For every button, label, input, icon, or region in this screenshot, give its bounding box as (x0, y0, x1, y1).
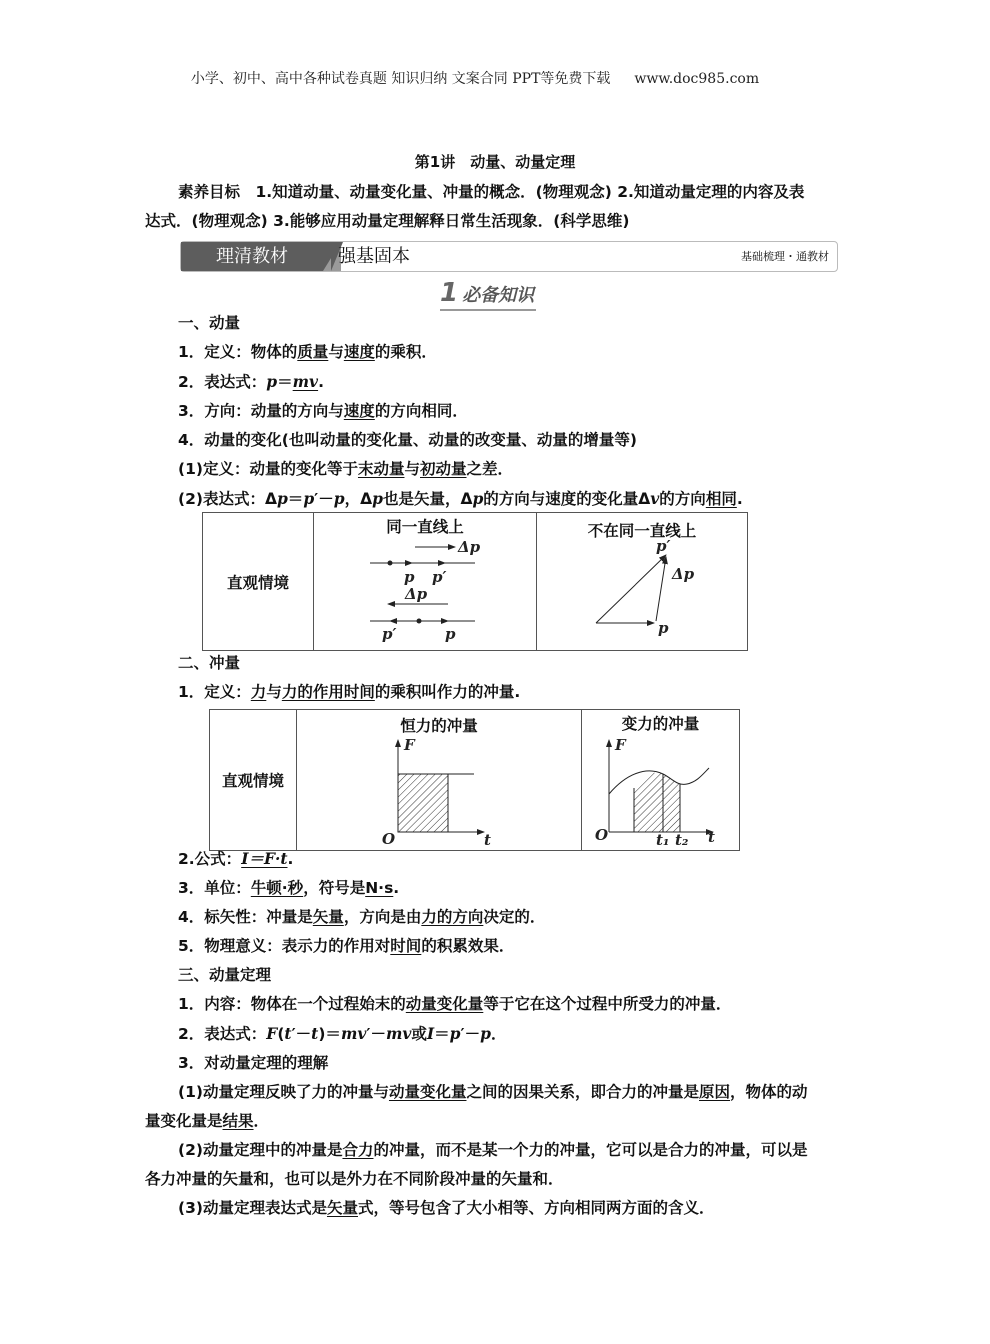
text-line (145, 1078, 809, 1136)
text-segment: (3)动量定理表达式是 (178, 1199, 327, 1217)
text-segment: . (393, 879, 400, 897)
section-banner (180, 241, 838, 272)
svg-text:t₁: t₁ (655, 831, 669, 849)
underlined-term: 初动量 (420, 460, 467, 478)
text-segment: 与 (266, 683, 282, 701)
svg-text:Δp: Δp (672, 565, 695, 583)
underlined-term: 合力 (342, 1141, 374, 1159)
variable-force-cell (582, 710, 740, 851)
text-segment: t (311, 1024, 319, 1043)
text-line (145, 397, 809, 426)
text-segment: 决定的． (483, 908, 546, 926)
text-segment: 4．标矢性：冲量是 (178, 908, 313, 926)
text-segment: )＝ (318, 1025, 341, 1043)
variable-force-graph (594, 734, 721, 849)
svg-text:p′: p′ (656, 537, 671, 555)
text-line (145, 426, 809, 455)
text-segment: mv (340, 1024, 367, 1043)
non-collinear-cell (537, 513, 748, 651)
svg-text:p: p (404, 568, 415, 586)
section-label: 必备知识 (462, 285, 535, 306)
text-segment: ＝ (434, 1025, 450, 1043)
underlined-term: 相同 (705, 490, 737, 508)
text-segment: ． (490, 1025, 507, 1043)
section-number: 1 (440, 278, 459, 308)
header-text: 小学、初中、高中各种试卷真题 知识归纳 文案合同 PPT等免费下载 (190, 71, 611, 87)
underlined-term: 速度 (343, 402, 375, 420)
text-segment: (2)动量定理中的冲量是 (178, 1141, 343, 1159)
text-segment: (2)表达式：Δ (178, 490, 277, 508)
text-line (145, 961, 809, 990)
impulse-theorem-section (145, 844, 809, 1223)
underlined-term: 牛顿·秒 (250, 879, 304, 897)
text-segment: 5．物理意义：表示力的作用对 (178, 937, 391, 955)
text-segment: p (480, 1024, 491, 1043)
text-line (145, 1049, 809, 1078)
underlined-term: 力 (250, 683, 267, 701)
svg-text:F: F (614, 736, 626, 754)
text-segment: 也是矢量，Δ (382, 490, 473, 508)
text-segment: ，符号是 (303, 879, 366, 897)
text-segment: 三、动量定理 (178, 966, 272, 984)
text-line (145, 455, 809, 484)
lesson-title: 第1讲 动量、动量定理 (414, 153, 576, 171)
text-segment: 1．定义： (178, 683, 251, 701)
col-heading: 恒力的冲量 (400, 717, 478, 735)
underlined-term: 质量 (297, 343, 329, 361)
constant-force-cell (297, 710, 582, 851)
col-heading: 不在同一直线上 (587, 522, 697, 540)
underlined-term: 时间 (390, 937, 422, 955)
text-line (145, 1019, 809, 1049)
svg-text:Δp: Δp (458, 538, 481, 556)
momentum-section (145, 309, 809, 514)
collinear-vector-diagram (370, 537, 480, 642)
text-segment: 2．表达式： (178, 1025, 267, 1043)
text-segment: v (650, 489, 660, 508)
underlined-term: 末动量 (357, 460, 405, 478)
svg-text:O: O (382, 830, 396, 848)
text-segment: mv (385, 1024, 412, 1043)
underlined-term: 矢量 (312, 908, 344, 926)
underlined-term: 力的方向 (421, 908, 484, 926)
text-segment: 的方向相同． (374, 402, 468, 420)
text-segment: 的积累效果． (421, 937, 515, 955)
text-segment: 的冲量，而不是某一个力的冲量，它可以是合力的冲量，可以是各力冲量的矢量和，也可以是外力在不同阶段冲量的矢量和． (145, 1141, 808, 1188)
text-segment: ，物体的动量变化量是 (145, 1083, 808, 1130)
text-segment: 3．对动量定理的理解 (178, 1054, 329, 1072)
text-segment: p (276, 489, 288, 508)
text-segment: . (318, 373, 324, 391)
text-line (145, 932, 809, 961)
text-line (145, 1136, 809, 1194)
text-segment: ＝ (287, 490, 304, 508)
text-line (145, 844, 809, 874)
underlined-term: N·s (365, 879, 394, 897)
text-segment: p (372, 489, 383, 508)
text-segment: ，Δ (344, 490, 373, 508)
text-segment: (1)定义：动量的变化等于 (178, 460, 358, 478)
text-line (145, 990, 809, 1019)
text-segment: I (426, 1024, 435, 1043)
text-segment: ，方向是由 (343, 908, 422, 926)
row-label: 直观情境 (203, 513, 314, 651)
text-segment: 与 (404, 460, 420, 478)
text-segment: p (449, 1024, 461, 1043)
text-line (145, 874, 809, 903)
col-heading: 变力的冲量 (621, 715, 700, 733)
text-segment: p (303, 489, 315, 508)
text-segment: 二、冲量 (178, 654, 241, 672)
triangle-vector-diagram (592, 537, 695, 637)
text-segment: . (736, 490, 743, 508)
collinear-cell (314, 513, 537, 651)
svg-text:p′: p′ (432, 568, 447, 586)
text-segment: 的方向 (659, 490, 706, 508)
text-segment: 4．动量的变化(也叫动量的变化量、动量的改变量、动量的增量等) (178, 431, 637, 449)
underlined-term: 矢量 (326, 1199, 358, 1217)
text-segment: p (333, 489, 345, 508)
banner-right: 基础梳理・通教材 (741, 250, 829, 263)
text-segment: 的乘积叫作力的冲量. (374, 683, 521, 701)
svg-text:p′: p′ (382, 625, 397, 643)
text-segment: . (287, 850, 294, 868)
text-segment: 或 (411, 1025, 427, 1043)
banner-left: 理清教材 (181, 242, 331, 271)
text-line (145, 484, 809, 514)
text-segment: ′－ (460, 1025, 481, 1043)
page-header (0, 68, 950, 88)
text-segment: 3．方向：动量的方向与 (178, 402, 344, 420)
underlined-term: 动量变化量 (405, 995, 484, 1013)
text-segment: 1．定义：物体的 (178, 343, 298, 361)
svg-text:p: p (658, 619, 669, 637)
underlined-term: mv (292, 372, 319, 391)
text-segment: F (266, 1024, 278, 1043)
underlined-term: 结果 (222, 1112, 254, 1130)
header-url[interactable]: www.doc985.com (634, 71, 760, 87)
underlined-term: 速度 (343, 343, 375, 361)
svg-text:p: p (445, 625, 456, 643)
text-segment: 的乘积． (374, 343, 437, 361)
svg-text:O: O (594, 826, 608, 844)
svg-text:t₂: t₂ (674, 831, 688, 849)
section-heading (440, 278, 536, 311)
text-line (145, 903, 809, 932)
text-line (145, 678, 809, 707)
constant-force-graph (374, 736, 504, 849)
text-segment: 1．内容：物体在一个过程始末的 (178, 995, 406, 1013)
text-segment: 式，等号包含了大小相等、方向相同两方面的含义． (357, 1199, 715, 1217)
text-line (145, 338, 809, 367)
text-segment: 2．表达式： (178, 373, 267, 391)
svg-text:t: t (707, 828, 715, 846)
text-segment: (1)动量定理反映了力的冲量与 (178, 1083, 389, 1101)
text-segment: ′－ (291, 1025, 312, 1043)
text-segment: ( (277, 1025, 285, 1043)
text-segment: 与 (328, 343, 344, 361)
underlined-term: 原因 (699, 1083, 731, 1101)
svg-text:t: t (484, 831, 491, 849)
text-segment: t (284, 1024, 292, 1043)
learning-goals: 素养目标 1.知道动量、动量变化量、冲量的概念．(物理观念) 2.知道动量定理的内容及表达式．(物理观念) 3.能够应用动量定理解释日常生活现象．(科学思维) (145, 183, 805, 230)
col-heading: 同一直线上 (386, 518, 464, 536)
svg-text:F: F (404, 736, 415, 754)
row-label: 直观情境 (210, 710, 297, 851)
svg-text:Δp: Δp (405, 585, 428, 603)
impulse-section (145, 649, 809, 707)
text-segment: 一、动量 (178, 314, 241, 332)
underlined-term: 力的作用时间 (281, 683, 375, 701)
text-segment: ′－ (314, 490, 334, 508)
text-segment: p (472, 489, 484, 508)
text-segment: p (266, 372, 278, 391)
momentum-change-table (202, 512, 748, 651)
impulse-table (209, 709, 740, 851)
text-line (145, 309, 809, 338)
text-segment: 等于它在这个过程中所受力的冲量． (483, 995, 732, 1013)
text-segment: 的方向与速度的变化量Δ (483, 490, 651, 508)
text-segment: 2.公式： (178, 850, 242, 868)
text-segment: ＝ (277, 373, 293, 391)
text-line (145, 367, 809, 397)
text-line (145, 1194, 809, 1223)
text-segment: ． (253, 1112, 270, 1130)
text-segment: ′－ (366, 1025, 386, 1043)
text-segment: 之差． (466, 460, 514, 478)
text-segment: 3．单位： (178, 879, 251, 897)
underlined-term: I＝F·t (241, 849, 288, 868)
banner-middle: 强基固本 (338, 246, 410, 267)
underlined-term: 动量变化量 (388, 1083, 467, 1101)
text-line (145, 649, 809, 678)
text-segment: 之间的因果关系，即合力的冲量是 (466, 1083, 699, 1101)
